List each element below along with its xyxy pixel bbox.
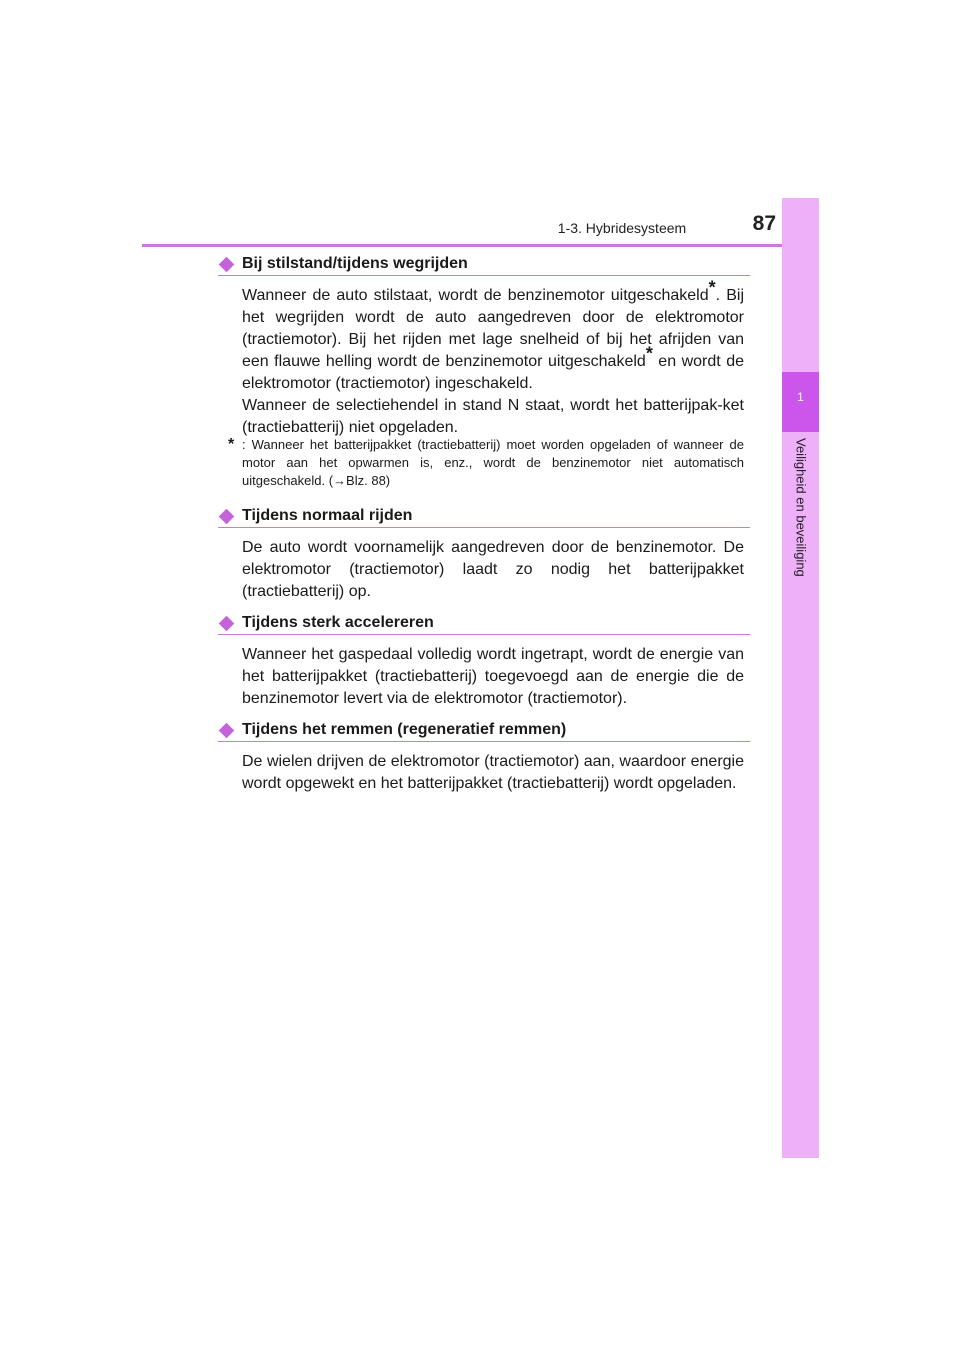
- section-heading-normal-driving: [218, 505, 750, 528]
- diamond-bullet-icon: [219, 508, 235, 524]
- body-text-part: en wordt de elektromotor (tractiemotor) ingeschakeld.: [242, 353, 744, 392]
- header-divider: [142, 244, 818, 247]
- diamond-bullet-icon: [219, 615, 235, 631]
- asterisk-marker: *: [645, 343, 653, 364]
- section-body-standstill: [242, 277, 745, 439]
- chapter-side-tab: [782, 198, 819, 1158]
- footnote-text: : Wanneer het batterijpakket (tractiebatterij) moet worden opgeladen of wanneer de motor aan het opwarmen is, enz., wordt de benzinemotor niet automatisch uitgeschakeld. (→Blz. 88): [242, 437, 744, 488]
- section-heading-text: Tijdens sterk accelereren: [242, 614, 434, 631]
- section-heading-text: Tijdens normaal rijden: [242, 507, 413, 524]
- section-heading-regenerative-braking: [218, 719, 750, 742]
- section-heading-text: Tijdens het remmen (regeneratief remmen): [242, 721, 567, 738]
- section-body-normal-driving: De auto wordt voornamelijk aangedreven door de benzinemotor. De elektromotor (tractiemotor) laadt zo nodig het batterijpakket (tractiebatterij) op.: [242, 539, 744, 600]
- section-heading-text: Bij stilstand/tijdens wegrijden: [242, 255, 468, 272]
- section-heading-hard-acceleration: [218, 612, 750, 635]
- running-header: 1-3. Hybridesysteem: [557, 220, 687, 236]
- section-body-regenerative-braking: De wielen drijven de elektromotor (tractiemotor) aan, waardoor energie wordt opgewekt en het batterijpakket (tractiebatterij) wordt opgeladen.: [242, 753, 744, 792]
- body-text-part: . Bij het wegrijden wordt de auto aangedreven door de elektromotor (tractiemotor). Bij het rijden met lage snelheid of bij het afrijden van een flauwe helling wordt de benzinemotor uitgeschakeld: [242, 287, 745, 370]
- chapter-title: [783, 438, 819, 598]
- section-heading-standstill: [218, 253, 750, 276]
- asterisk-marker: *: [708, 277, 716, 298]
- body-text-part: Wanneer de selectiehendel in stand N staat, wordt het batterijpak-ket (tractiebatterij) niet opgeladen.: [242, 397, 744, 436]
- footnote-asterisk: *: [228, 436, 235, 453]
- chapter-number: 1: [797, 390, 804, 404]
- diamond-bullet-icon: [219, 722, 235, 738]
- diamond-bullet-icon: [219, 256, 235, 272]
- chapter-title-text: Veiligheid en beveiliging: [793, 438, 809, 577]
- page-number: 87: [752, 212, 776, 235]
- section-body-hard-acceleration: Wanneer het gaspedaal volledig wordt ingetrapt, wordt de energie van het batterijpakket (tractiebatterij) toegevoegd aan de energie die de benzinemotor levert via de elektromotor (tractiemotor).: [242, 646, 744, 707]
- footnote: [228, 436, 744, 490]
- body-text-part: Wanneer de auto stilstaat, wordt de benzinemotor uitgeschakeld: [242, 287, 709, 304]
